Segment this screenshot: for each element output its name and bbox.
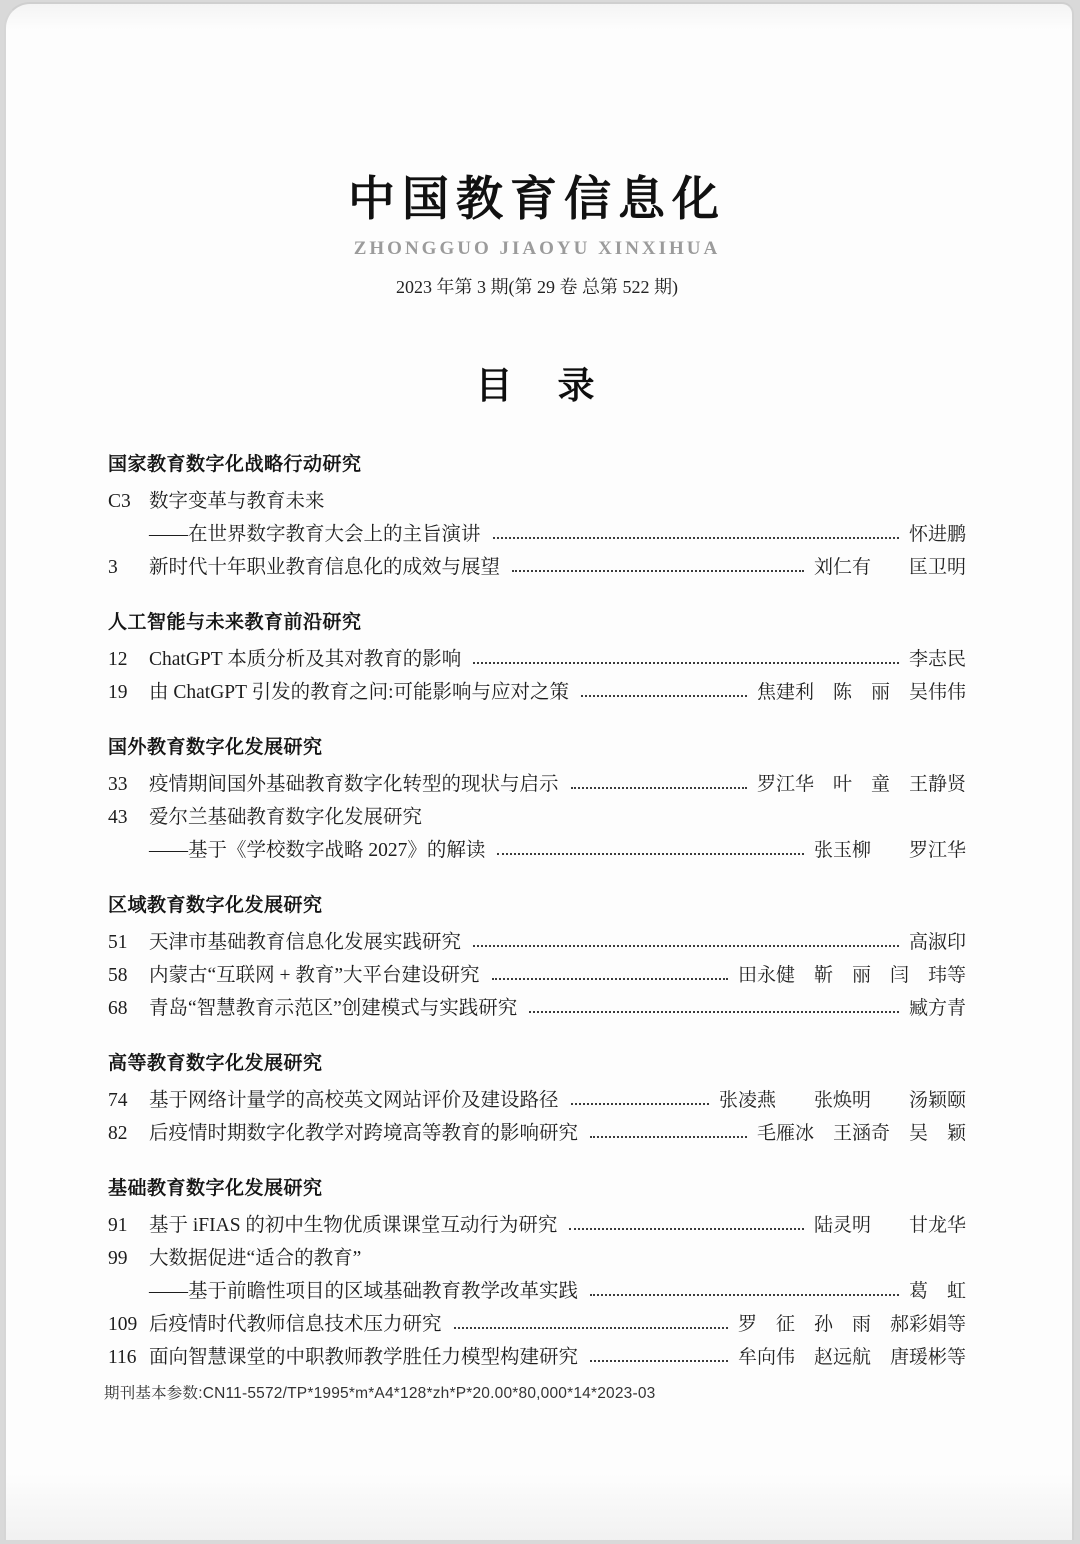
toc-entry — [108, 774, 966, 795]
entry-subtitle: ——在世界数字教育大会上的主旨演讲 — [149, 524, 481, 545]
entry-page-number: 51 — [108, 932, 128, 953]
entry-page-number: 68 — [108, 998, 128, 1019]
dot-leader — [581, 689, 747, 697]
journal-toc-page — [4, 2, 1074, 1540]
entry-title: 大数据促进“适合的教育” — [149, 1248, 362, 1269]
dot-leader — [473, 939, 899, 947]
toc-entry-continuation — [108, 524, 966, 545]
entry-page-number: 58 — [108, 965, 128, 986]
journal-title-pinyin: ZHONGGUO JIAOYU XINXIHUA — [353, 238, 721, 259]
toc-entry — [108, 998, 966, 1019]
entry-title: ChatGPT 本质分析及其对教育的影响 — [149, 649, 462, 670]
entry-page-number: 109 — [108, 1314, 138, 1335]
toc-list — [108, 449, 966, 1368]
entry-title: 基于网络计量学的高校英文网站评价及建设路径 — [149, 1090, 559, 1111]
dot-leader — [493, 531, 899, 539]
toc-entry — [108, 1347, 966, 1368]
dot-leader — [492, 972, 728, 980]
toc-heading: 目 录 — [475, 366, 599, 407]
entry-page-number: 91 — [108, 1215, 128, 1236]
entry-authors: 罗江华 叶 童 王静贤 — [756, 774, 966, 795]
toc-entry — [108, 682, 966, 703]
entry-authors: 牟向伟 赵远航 唐瑗彬等 — [737, 1347, 966, 1368]
toc-entry — [108, 491, 966, 512]
dot-leader — [571, 781, 747, 789]
journal-parameters: 期刊基本参数:CN11-5572/TP*1995*m*A4*128*zh*P*20.00*80,000*14*2023-03 — [104, 1385, 656, 1402]
entry-subtitle: ——基于前瞻性项目的区域基础教育教学改革实践 — [149, 1281, 579, 1302]
entry-authors: 罗 征 孙 雨 郝彩娟等 — [737, 1314, 966, 1335]
toc-section-foreign-education — [108, 732, 966, 861]
toc-entry — [108, 1215, 966, 1236]
entry-title: 基于 iFIAS 的初中生物优质课课堂互动行为研究 — [149, 1215, 558, 1236]
toc-entry — [108, 649, 966, 670]
dot-leader — [590, 1288, 899, 1296]
entry-authors: 张凌燕 张焕明 汤颖颐 — [718, 1090, 966, 1111]
toc-entry — [108, 1123, 966, 1144]
dot-leader — [571, 1097, 709, 1105]
dot-leader — [512, 564, 804, 572]
entry-authors: 刘仁有 匡卫明 — [813, 557, 966, 578]
entry-authors: 臧方青 — [908, 998, 966, 1019]
section-heading: 区域教育数字化发展研究 — [108, 895, 323, 916]
entry-title: 疫情期间国外基础教育数字化转型的现状与启示 — [149, 774, 559, 795]
entry-page-number: 33 — [108, 774, 128, 795]
entry-authors: 张玉柳 罗江华 — [813, 840, 966, 861]
toc-entry — [108, 965, 966, 986]
section-heading: 国家教育数字化战略行动研究 — [108, 454, 362, 475]
toc-section-higher-education — [108, 1048, 966, 1144]
entry-title: 爱尔兰基础教育数字化发展研究 — [149, 807, 423, 828]
toc-entry-continuation — [108, 840, 966, 861]
dot-leader — [473, 656, 899, 664]
journal-header — [108, 4, 966, 299]
dot-leader — [529, 1005, 899, 1013]
toc-section-basic-education — [108, 1173, 966, 1368]
entry-title: 面向智慧课堂的中职教师教学胜任力模型构建研究 — [149, 1347, 579, 1368]
toc-section-regional-education — [108, 890, 966, 1019]
dot-leader — [454, 1321, 728, 1329]
entry-page-number: 99 — [108, 1248, 128, 1269]
toc-entry — [108, 1090, 966, 1111]
entry-title: 青岛“智慧教育示范区”创建模式与实践研究 — [149, 998, 518, 1019]
entry-authors: 毛雁冰 王涵奇 吴 颖 — [756, 1123, 966, 1144]
entry-page-number: 116 — [108, 1347, 137, 1368]
entry-authors: 怀进鹏 — [908, 524, 966, 545]
dot-leader — [590, 1354, 728, 1362]
dot-leader — [569, 1222, 804, 1230]
toc-section-national-strategy — [108, 449, 966, 578]
entry-authors: 陆灵明 甘龙华 — [813, 1215, 966, 1236]
section-heading: 人工智能与未来教育前沿研究 — [108, 612, 362, 633]
entry-authors: 李志民 — [908, 649, 966, 670]
entry-subtitle: ——基于《学校数字战略 2027》的解读 — [149, 840, 486, 861]
issue-info: 2023 年第 3 期(第 29 卷 总第 522 期) — [396, 277, 678, 297]
entry-title: 后疫情时期数字化教学对跨境高等教育的影响研究 — [149, 1123, 579, 1144]
dot-leader — [590, 1130, 747, 1138]
toc-section-ai-future-education — [108, 607, 966, 703]
toc-entry — [108, 932, 966, 953]
dot-leader — [497, 847, 804, 855]
entry-page-number: 82 — [108, 1123, 128, 1144]
section-heading: 基础教育数字化发展研究 — [108, 1178, 323, 1199]
section-heading: 高等教育数字化发展研究 — [108, 1053, 323, 1074]
toc-entry — [108, 807, 966, 828]
toc-entry — [108, 557, 966, 578]
entry-authors: 葛 虹 — [908, 1281, 966, 1302]
entry-page-number: 43 — [108, 807, 128, 828]
entry-title: 天津市基础教育信息化发展实践研究 — [149, 932, 462, 953]
entry-authors: 焦建利 陈 丽 吴伟伟 — [756, 682, 966, 703]
entry-title: 后疫情时代教师信息技术压力研究 — [149, 1314, 442, 1335]
entry-page-number: 3 — [108, 557, 118, 578]
toc-entry-continuation — [108, 1281, 966, 1302]
entry-page-number: 19 — [108, 682, 128, 703]
entry-authors: 高淑印 — [908, 932, 966, 953]
entry-title: 内蒙古“互联网 + 教育”大平台建设研究 — [149, 965, 480, 986]
toc-entry — [108, 1314, 966, 1335]
entry-page-number: 12 — [108, 649, 128, 670]
entry-title: 新时代十年职业教育信息化的成效与展望 — [149, 557, 501, 578]
entry-title: 数字变革与教育未来 — [149, 491, 325, 512]
entry-title: 由 ChatGPT 引发的教育之问:可能影响与应对之策 — [149, 682, 569, 703]
section-heading: 国外教育数字化发展研究 — [108, 737, 323, 758]
journal-title: 中国教育信息化 — [348, 174, 726, 226]
entry-page-number: 74 — [108, 1090, 128, 1111]
entry-page-number: C3 — [108, 491, 131, 512]
entry-authors: 田永健 靳 丽 闫 玮等 — [737, 965, 966, 986]
toc-entry — [108, 1248, 966, 1269]
